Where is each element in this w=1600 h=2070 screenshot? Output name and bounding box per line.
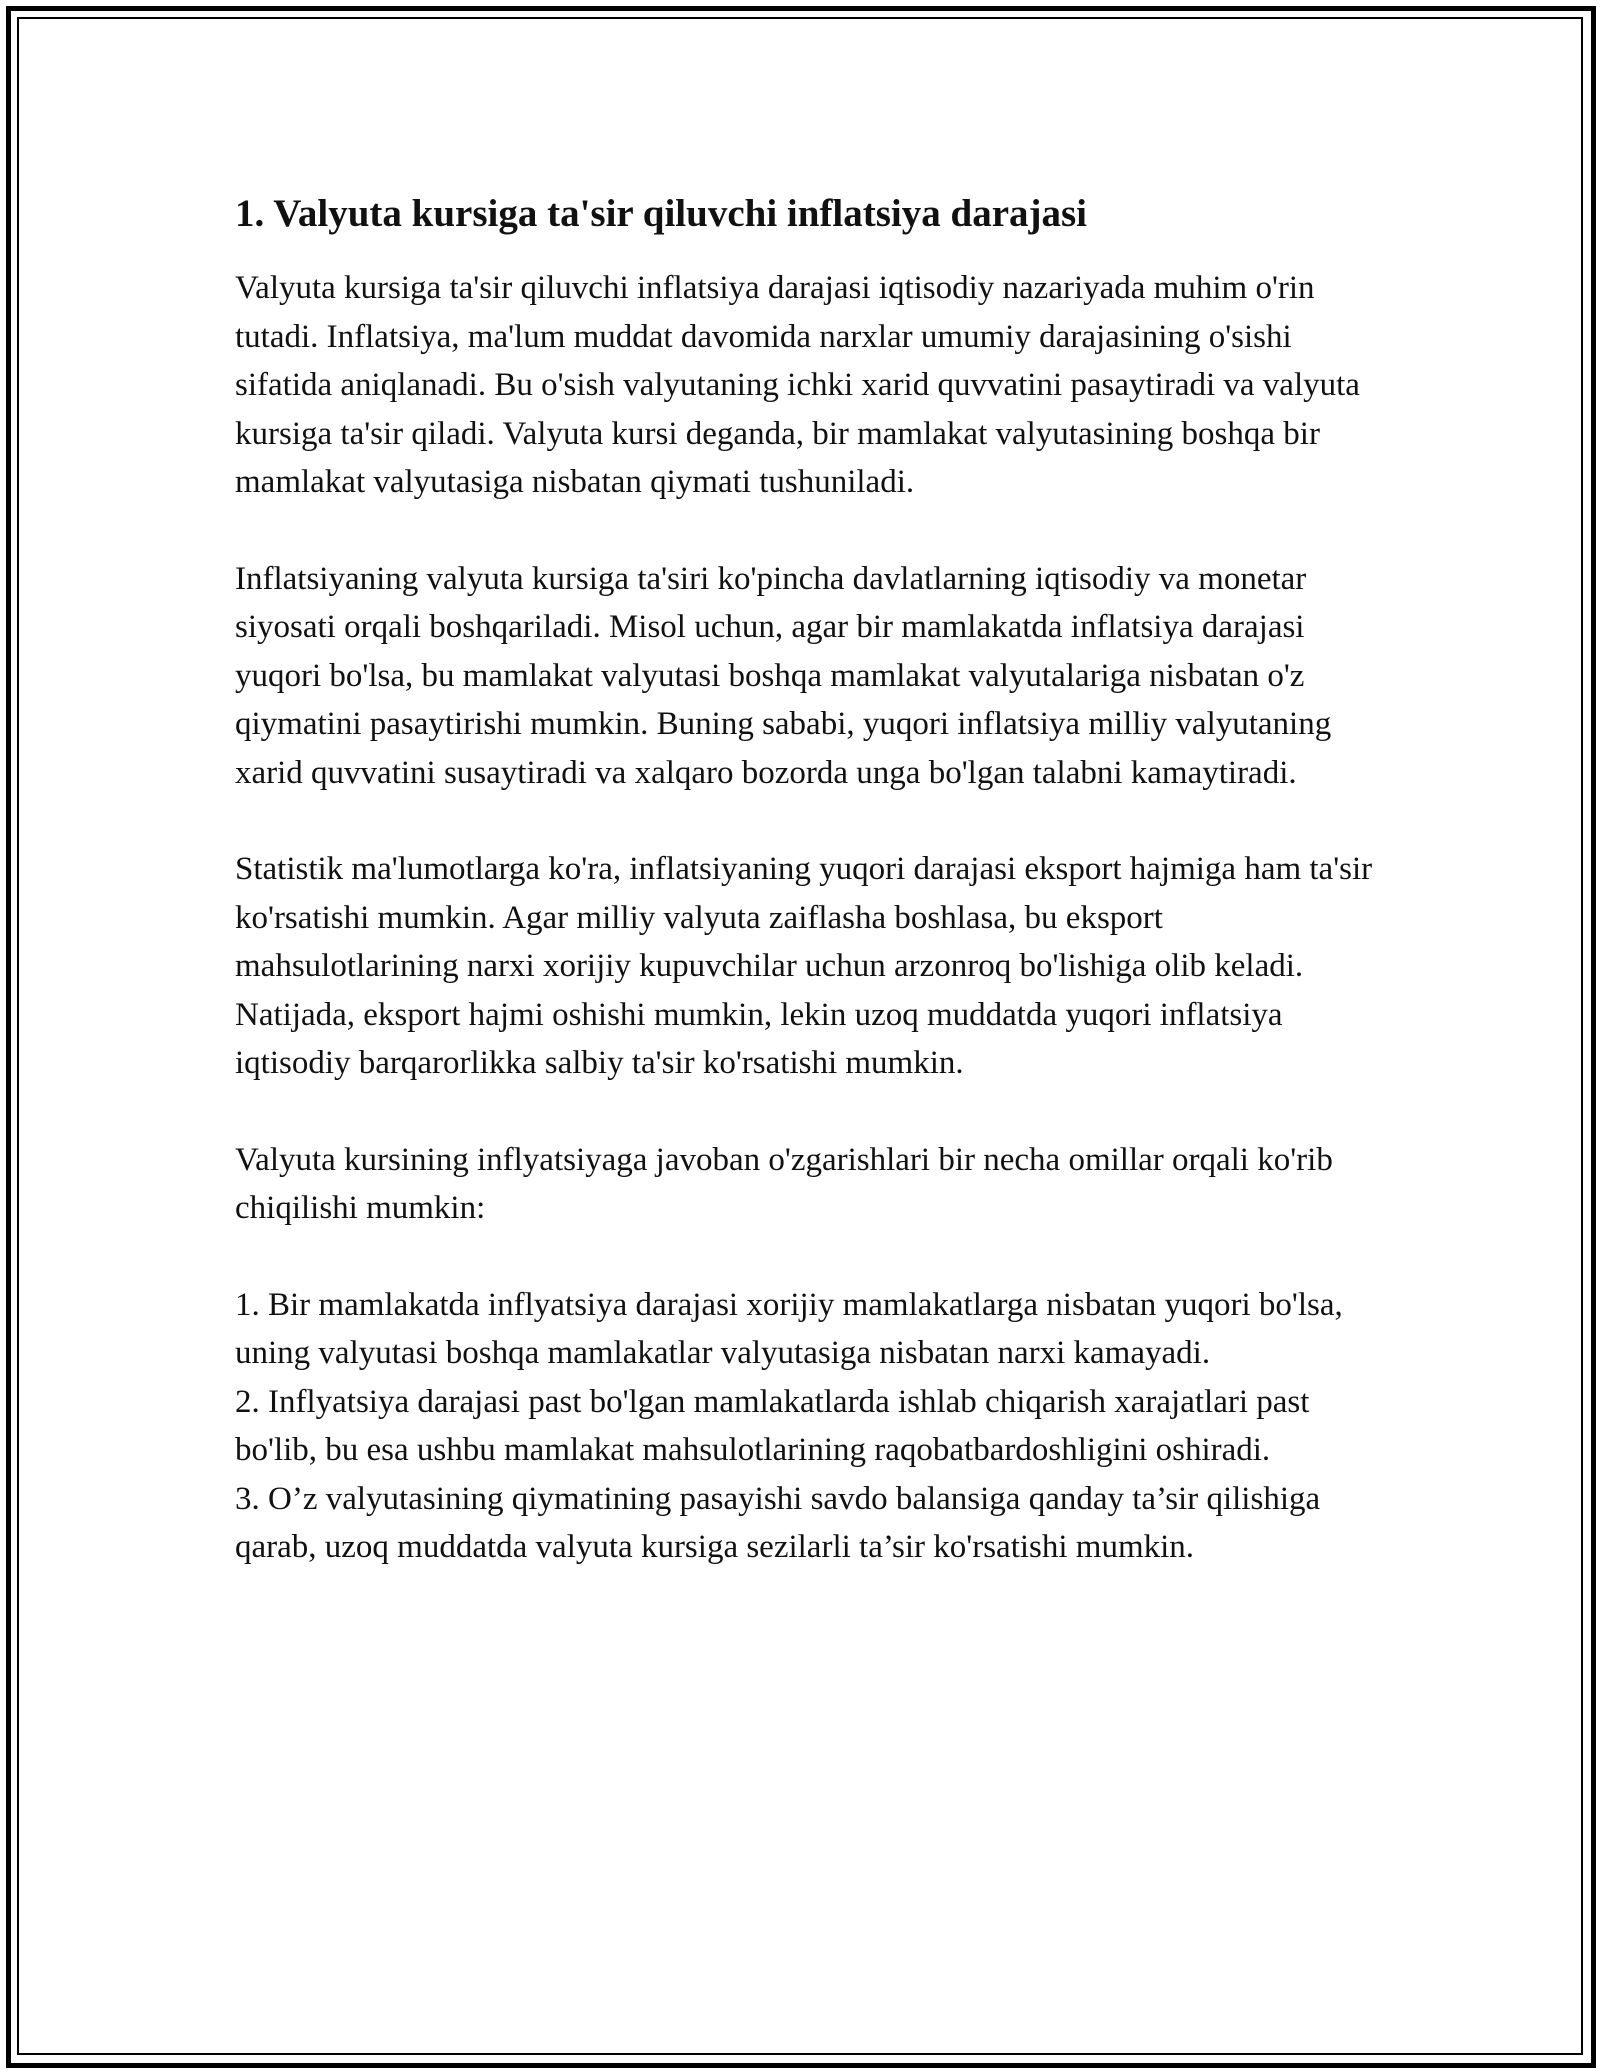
list-item: 1. Bir mamlakatda inflyatsiya darajasi xorijiy mamlakatlarga nisbatan yuqori bo'lsa, uning valyutasi boshqa mamlakatlar valyutasiga nisbatan narxi kamayadi. [235, 1286, 1343, 1371]
list-item: 3. O’z valyutasining qiymatining pasayishi savdo balansiga qanday ta’sir qilishiga qarab, uzoq muddatda valyuta kursiga sezilarli ta’sir ko'rsatishi mumkin. [235, 1480, 1321, 1565]
document-body [235, 188, 1385, 1572]
paragraph-2: Inflatsiyaning valyuta kursiga ta'siri ko'pincha davlatlarning iqtisodiy va monetar siyosati orqali boshqariladi. Misol uchun, agar bir mamlakatda inflatsiya darajasi yuqori bo'lsa, bu mamlakat valyutasi boshqa mamlakat valyutalariga nisbatan o'z qiymatini pasaytirishi mumkin. Buning sababi, yuqori inflatsiya milliy valyutaning xarid quvvatini susaytiradi va xalqaro bozorda unga bo'lgan talabni kamaytiradi. [235, 560, 1332, 791]
paragraph-1: Valyuta kursiga ta'sir qiluvchi inflatsiya darajasi iqtisodiy nazariyada muhim o'rin tutadi. Inflatsiya, ma'lum muddat davomida narxlar umumiy darajasining o'sishi sifatida aniqlanadi. Bu o'sish valyutaning ichki xarid quvvatini pasaytiradi va valyuta kursiga ta'sir qiladi. Valyuta kursi deganda, bir mamlakat valyutasining boshqa bir mamlakat valyutasiga nisbatan qiymati tushuniladi. [235, 270, 1360, 500]
paragraph-4: Valyuta kursining inflyatsiyaga javoban o'zgarishlari bir necha omillar orqali ko'rib chiqilishi mumkin: [235, 1141, 1333, 1226]
factor-list [235, 1281, 1385, 1572]
section-heading: 1. Valyuta kursiga ta'sir qiluvchi inflatsiya darajasi [235, 192, 1088, 235]
list-item: 2. Inflyatsiya darajasi past bo'lgan mamlakatlarda ishlab chiqarish xarajatlari past bo'lib, bu esa ushbu mamlakat mahsulotlarining raqobatbardoshligini oshiradi. [235, 1383, 1310, 1468]
paragraph-3: Statistik ma'lumotlarga ko'ra, inflatsiyaning yuqori darajasi eksport hajmiga ham ta'sir ko'rsatishi mumkin. Agar milliy valyuta zaiflasha boshlasa, bu eksport mahsulotlarining narxi xorijiy kupuvchilar uchun arzonroq bo'lishiga olib keladi. Natijada, eksport hajmi oshishi mumkin, lekin uzoq muddatda yuqori inflatsiya iqtisodiy barqarorlikka salbiy ta'sir ko'rsatishi mumkin. [235, 851, 1373, 1081]
